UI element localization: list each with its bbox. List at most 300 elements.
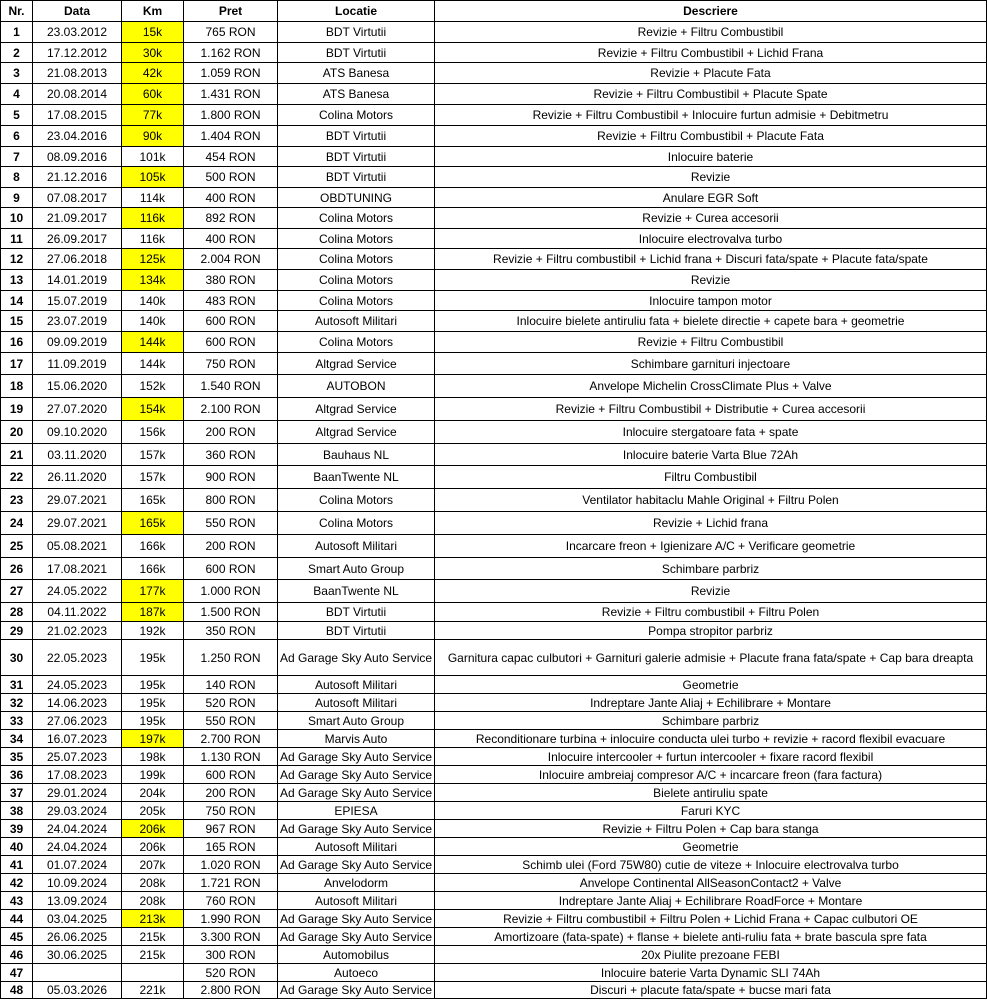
- row-description: Schimb ulei (Ford 75W80) cutie de viteze + Inlocuire electrovalva turbo: [435, 856, 987, 874]
- row-price: 2.100 RON: [184, 398, 278, 421]
- table-row: [1, 332, 987, 353]
- table-row: [1, 444, 987, 466]
- row-km: 198k: [122, 748, 184, 766]
- row-nr: 38: [1, 802, 33, 820]
- table-row: [1, 84, 987, 105]
- row-nr: 13: [1, 270, 33, 291]
- table-row: [1, 22, 987, 43]
- row-km: 221k: [122, 982, 184, 999]
- table-row: [1, 856, 987, 874]
- row-description: Revizie: [435, 580, 987, 603]
- row-km: 157k: [122, 466, 184, 489]
- row-date: 27.07.2020: [33, 398, 122, 421]
- row-description: Revizie + Filtru Combustibil + Placute Spate: [435, 84, 987, 105]
- row-km: 208k: [122, 892, 184, 910]
- row-date: 24.05.2023: [33, 676, 122, 694]
- row-price: 3.300 RON: [184, 928, 278, 946]
- header-price: Pret: [184, 1, 278, 22]
- row-nr: 11: [1, 229, 33, 249]
- row-price: 200 RON: [184, 421, 278, 444]
- row-description: Revizie + Filtru combustibil + Filtru Polen: [435, 603, 987, 622]
- row-date: 03.04.2025: [33, 910, 122, 928]
- table-row: [1, 126, 987, 147]
- row-km: 30k: [122, 43, 184, 63]
- row-description: Faruri KYC: [435, 802, 987, 820]
- row-km: 125k: [122, 249, 184, 270]
- row-nr: 10: [1, 208, 33, 229]
- row-km: 192k: [122, 622, 184, 640]
- row-date: 27.06.2023: [33, 712, 122, 730]
- table-row: [1, 229, 987, 249]
- row-description: Anvelope Michelin CrossClimate Plus + Valve: [435, 375, 987, 398]
- row-nr: 14: [1, 291, 33, 311]
- row-price: 380 RON: [184, 270, 278, 291]
- row-location: Ad Garage Sky Auto Service: [278, 784, 435, 802]
- row-nr: 19: [1, 398, 33, 421]
- row-km: 144k: [122, 353, 184, 375]
- row-description: Inlocuire intercooler + furtun intercooler + fixare racord flexibil: [435, 748, 987, 766]
- row-price: 1.990 RON: [184, 910, 278, 928]
- row-date: 17.08.2023: [33, 766, 122, 784]
- row-description: Incarcare freon + Igienizare A/C + Verificare geometrie: [435, 535, 987, 558]
- row-location: Altgrad Service: [278, 398, 435, 421]
- row-description: Schimbare parbriz: [435, 712, 987, 730]
- row-nr: 45: [1, 928, 33, 946]
- row-nr: 9: [1, 188, 33, 208]
- row-km: 157k: [122, 444, 184, 466]
- row-location: Ad Garage Sky Auto Service: [278, 766, 435, 784]
- table-row: [1, 928, 987, 946]
- row-price: 300 RON: [184, 946, 278, 964]
- row-km: 42k: [122, 63, 184, 84]
- row-description: Geometrie: [435, 676, 987, 694]
- row-nr: 1: [1, 22, 33, 43]
- row-price: 140 RON: [184, 676, 278, 694]
- row-price: 1.020 RON: [184, 856, 278, 874]
- row-price: 360 RON: [184, 444, 278, 466]
- row-description: Revizie + Filtru Polen + Cap bara stanga: [435, 820, 987, 838]
- row-description: Inlocuire stergatoare fata + spate: [435, 421, 987, 444]
- row-location: Smart Auto Group: [278, 712, 435, 730]
- row-nr: 34: [1, 730, 33, 748]
- row-description: Revizie + Filtru Combustibil + Inlocuire furtun admisie + Debitmetru: [435, 105, 987, 126]
- table-row: [1, 147, 987, 167]
- row-price: 483 RON: [184, 291, 278, 311]
- row-km: 90k: [122, 126, 184, 147]
- row-price: 1.721 RON: [184, 874, 278, 892]
- row-price: 454 RON: [184, 147, 278, 167]
- row-nr: 44: [1, 910, 33, 928]
- row-description: Schimbare parbriz: [435, 558, 987, 580]
- row-description: Inlocuire baterie Varta Dynamic SLI 74Ah: [435, 964, 987, 982]
- table-row: [1, 946, 987, 964]
- row-location: Autosoft Militari: [278, 694, 435, 712]
- row-nr: 35: [1, 748, 33, 766]
- row-nr: 7: [1, 147, 33, 167]
- row-location: Ad Garage Sky Auto Service: [278, 928, 435, 946]
- row-description: Revizie + Placute Fata: [435, 63, 987, 84]
- row-location: Colina Motors: [278, 208, 435, 229]
- row-location: Colina Motors: [278, 512, 435, 535]
- row-location: BaanTwente NL: [278, 580, 435, 603]
- row-date: 29.03.2024: [33, 802, 122, 820]
- row-nr: 40: [1, 838, 33, 856]
- row-description: 20x Piulite prezoane FEBI: [435, 946, 987, 964]
- row-description: Revizie + Filtru combustibil + Lichid frana + Discuri fata/spate + Placute fata/spate: [435, 249, 987, 270]
- table-row: [1, 730, 987, 748]
- row-price: 765 RON: [184, 22, 278, 43]
- row-nr: 15: [1, 311, 33, 332]
- table-row: [1, 167, 987, 188]
- header-km: Km: [122, 1, 184, 22]
- row-km: 205k: [122, 802, 184, 820]
- table-row: [1, 188, 987, 208]
- row-description: Inlocuire ambreiaj compresor A/C + incarcare freon (fara factura): [435, 766, 987, 784]
- row-km: 166k: [122, 558, 184, 580]
- row-nr: 5: [1, 105, 33, 126]
- row-date: 20.08.2014: [33, 84, 122, 105]
- table-row: [1, 820, 987, 838]
- table-row: [1, 489, 987, 512]
- row-price: 600 RON: [184, 766, 278, 784]
- table-row: [1, 43, 987, 63]
- table-row: [1, 291, 987, 311]
- table-row: [1, 105, 987, 126]
- row-date: 17.08.2021: [33, 558, 122, 580]
- row-km: 15k: [122, 22, 184, 43]
- row-price: 2.700 RON: [184, 730, 278, 748]
- table-row: [1, 802, 987, 820]
- row-date: 21.09.2017: [33, 208, 122, 229]
- table-row: [1, 398, 987, 421]
- row-date: 05.08.2021: [33, 535, 122, 558]
- table-row: [1, 311, 987, 332]
- row-location: Ad Garage Sky Auto Service: [278, 748, 435, 766]
- row-nr: 36: [1, 766, 33, 784]
- row-nr: 46: [1, 946, 33, 964]
- row-km: 177k: [122, 580, 184, 603]
- row-price: 1.250 RON: [184, 640, 278, 676]
- row-nr: 39: [1, 820, 33, 838]
- row-price: 500 RON: [184, 167, 278, 188]
- row-location: Altgrad Service: [278, 353, 435, 375]
- row-km: 197k: [122, 730, 184, 748]
- row-description: Bielete antiruliu spate: [435, 784, 987, 802]
- row-km: 105k: [122, 167, 184, 188]
- table-row: [1, 892, 987, 910]
- row-nr: 2: [1, 43, 33, 63]
- row-price: 1.059 RON: [184, 63, 278, 84]
- table-row: [1, 874, 987, 892]
- row-km: 154k: [122, 398, 184, 421]
- row-nr: 21: [1, 444, 33, 466]
- row-location: Autosoft Militari: [278, 535, 435, 558]
- row-km: 140k: [122, 291, 184, 311]
- row-location: BDT Virtutii: [278, 167, 435, 188]
- row-km: 207k: [122, 856, 184, 874]
- row-description: Discuri + placute fata/spate + bucse mari fata: [435, 982, 987, 999]
- row-location: Altgrad Service: [278, 421, 435, 444]
- row-location: BaanTwente NL: [278, 466, 435, 489]
- row-description: Indreptare Jante Aliaj + Echilibrare RoadForce + Montare: [435, 892, 987, 910]
- row-location: Colina Motors: [278, 332, 435, 353]
- row-price: 892 RON: [184, 208, 278, 229]
- row-description: Geometrie: [435, 838, 987, 856]
- row-km: 101k: [122, 147, 184, 167]
- table-body: [1, 22, 987, 999]
- header-location: Locatie: [278, 1, 435, 22]
- row-date: 14.01.2019: [33, 270, 122, 291]
- row-date: 23.04.2016: [33, 126, 122, 147]
- row-date: 21.08.2013: [33, 63, 122, 84]
- row-nr: 16: [1, 332, 33, 353]
- row-location: Ad Garage Sky Auto Service: [278, 640, 435, 676]
- row-nr: 47: [1, 964, 33, 982]
- row-description: Ventilator habitaclu Mahle Original + Filtru Polen: [435, 489, 987, 512]
- row-km: 195k: [122, 676, 184, 694]
- row-location: Ad Garage Sky Auto Service: [278, 982, 435, 999]
- row-nr: 48: [1, 982, 33, 999]
- row-km: 140k: [122, 311, 184, 332]
- header-date: Data: [33, 1, 122, 22]
- row-location: Autosoft Militari: [278, 892, 435, 910]
- table-row: [1, 421, 987, 444]
- table-row: [1, 694, 987, 712]
- row-nr: 42: [1, 874, 33, 892]
- row-price: 2.800 RON: [184, 982, 278, 999]
- table-row: [1, 270, 987, 291]
- row-description: Revizie + Filtru Combustibil: [435, 332, 987, 353]
- row-price: 1.500 RON: [184, 603, 278, 622]
- row-description: Anulare EGR Soft: [435, 188, 987, 208]
- row-price: 200 RON: [184, 535, 278, 558]
- row-date: 15.07.2019: [33, 291, 122, 311]
- row-km: 215k: [122, 946, 184, 964]
- row-nr: 20: [1, 421, 33, 444]
- row-price: 400 RON: [184, 229, 278, 249]
- row-km: 116k: [122, 208, 184, 229]
- row-km: 208k: [122, 874, 184, 892]
- row-nr: 30: [1, 640, 33, 676]
- row-price: 200 RON: [184, 784, 278, 802]
- table-row: [1, 748, 987, 766]
- row-km: 165k: [122, 512, 184, 535]
- row-description: Revizie: [435, 270, 987, 291]
- row-price: 1.130 RON: [184, 748, 278, 766]
- row-location: Ad Garage Sky Auto Service: [278, 856, 435, 874]
- table-row: [1, 603, 987, 622]
- row-location: BDT Virtutii: [278, 126, 435, 147]
- row-nr: 28: [1, 603, 33, 622]
- row-location: Ad Garage Sky Auto Service: [278, 820, 435, 838]
- row-date: 09.09.2019: [33, 332, 122, 353]
- table-row: [1, 784, 987, 802]
- row-location: BDT Virtutii: [278, 603, 435, 622]
- header-row: [1, 1, 987, 22]
- row-location: ATS Banesa: [278, 84, 435, 105]
- row-location: BDT Virtutii: [278, 622, 435, 640]
- row-location: Autosoft Militari: [278, 311, 435, 332]
- row-nr: 22: [1, 466, 33, 489]
- row-price: 967 RON: [184, 820, 278, 838]
- row-date: 13.09.2024: [33, 892, 122, 910]
- row-km: 144k: [122, 332, 184, 353]
- row-km: 134k: [122, 270, 184, 291]
- table-row: [1, 580, 987, 603]
- header-nr: Nr.: [1, 1, 33, 22]
- row-price: 1.404 RON: [184, 126, 278, 147]
- table-row: [1, 535, 987, 558]
- row-km: 213k: [122, 910, 184, 928]
- row-price: 350 RON: [184, 622, 278, 640]
- row-date: 14.06.2023: [33, 694, 122, 712]
- row-price: 750 RON: [184, 353, 278, 375]
- row-date: 17.12.2012: [33, 43, 122, 63]
- row-km: 206k: [122, 838, 184, 856]
- row-location: Colina Motors: [278, 105, 435, 126]
- row-description: Revizie + Filtru Combustibil + Lichid Frana: [435, 43, 987, 63]
- row-nr: 33: [1, 712, 33, 730]
- table-row: [1, 640, 987, 676]
- row-date: 08.09.2016: [33, 147, 122, 167]
- row-price: 800 RON: [184, 489, 278, 512]
- row-description: Indreptare Jante Aliaj + Echilibrare + Montare: [435, 694, 987, 712]
- row-nr: 27: [1, 580, 33, 603]
- row-date: 29.07.2021: [33, 489, 122, 512]
- row-price: 1.431 RON: [184, 84, 278, 105]
- table-row: [1, 63, 987, 84]
- row-nr: 41: [1, 856, 33, 874]
- row-nr: 43: [1, 892, 33, 910]
- row-location: Colina Motors: [278, 229, 435, 249]
- row-description: Amortizoare (fata-spate) + flanse + bielete anti-ruliu fata + brate bascula spre fata: [435, 928, 987, 946]
- row-date: 24.04.2024: [33, 838, 122, 856]
- row-price: 750 RON: [184, 802, 278, 820]
- row-date: 29.07.2021: [33, 512, 122, 535]
- row-location: Marvis Auto: [278, 730, 435, 748]
- row-km: 165k: [122, 489, 184, 512]
- row-price: 1.800 RON: [184, 105, 278, 126]
- row-description: Inlocuire baterie Varta Blue 72Ah: [435, 444, 987, 466]
- row-km: [122, 964, 184, 982]
- row-location: Autoeco: [278, 964, 435, 982]
- row-km: 152k: [122, 375, 184, 398]
- row-km: 77k: [122, 105, 184, 126]
- row-km: 114k: [122, 188, 184, 208]
- row-date: 30.06.2025: [33, 946, 122, 964]
- row-location: EPIESA: [278, 802, 435, 820]
- row-date: 03.11.2020: [33, 444, 122, 466]
- row-date: 26.11.2020: [33, 466, 122, 489]
- row-location: ATS Banesa: [278, 63, 435, 84]
- row-location: BDT Virtutii: [278, 147, 435, 167]
- row-description: Pompa stropitor parbriz: [435, 622, 987, 640]
- row-km: 215k: [122, 928, 184, 946]
- row-nr: 3: [1, 63, 33, 84]
- row-date: 09.10.2020: [33, 421, 122, 444]
- row-description: Inlocuire tampon motor: [435, 291, 987, 311]
- row-date: 11.09.2019: [33, 353, 122, 375]
- table-row: [1, 982, 987, 999]
- row-km: 187k: [122, 603, 184, 622]
- row-location: AUTOBON: [278, 375, 435, 398]
- row-km: 195k: [122, 712, 184, 730]
- table-row: [1, 208, 987, 229]
- row-location: Smart Auto Group: [278, 558, 435, 580]
- row-description: Inlocuire electrovalva turbo: [435, 229, 987, 249]
- row-km: 204k: [122, 784, 184, 802]
- table-row: [1, 766, 987, 784]
- row-nr: 23: [1, 489, 33, 512]
- row-date: 23.03.2012: [33, 22, 122, 43]
- row-date: 29.01.2024: [33, 784, 122, 802]
- row-nr: 24: [1, 512, 33, 535]
- row-date: 25.07.2023: [33, 748, 122, 766]
- row-description: Revizie: [435, 167, 987, 188]
- row-nr: 8: [1, 167, 33, 188]
- row-location: Automobilus: [278, 946, 435, 964]
- row-date: 21.02.2023: [33, 622, 122, 640]
- table-row: [1, 712, 987, 730]
- table-row: [1, 375, 987, 398]
- row-nr: 6: [1, 126, 33, 147]
- header-description: Descriere: [435, 1, 987, 22]
- table-row: [1, 558, 987, 580]
- table-row: [1, 910, 987, 928]
- row-description: Revizie + Filtru combustibil + Filtru Polen + Lichid Frana + Capac culbutori OE: [435, 910, 987, 928]
- row-description: Anvelope Continental AllSeasonContact2 + Valve: [435, 874, 987, 892]
- table-row: [1, 838, 987, 856]
- row-description: Revizie + Filtru Combustibil: [435, 22, 987, 43]
- row-price: 900 RON: [184, 466, 278, 489]
- row-nr: 32: [1, 694, 33, 712]
- table-row: [1, 466, 987, 489]
- row-location: Colina Motors: [278, 249, 435, 270]
- row-date: 26.06.2025: [33, 928, 122, 946]
- row-description: Revizie + Curea accesorii: [435, 208, 987, 229]
- row-nr: 31: [1, 676, 33, 694]
- row-description: Reconditionare turbina + inlocuire conducta ulei turbo + revizie + racord flexibil evacuare: [435, 730, 987, 748]
- row-date: 05.03.2026: [33, 982, 122, 999]
- row-location: Bauhaus NL: [278, 444, 435, 466]
- table-row: [1, 249, 987, 270]
- row-price: 520 RON: [184, 694, 278, 712]
- row-location: Ad Garage Sky Auto Service: [278, 910, 435, 928]
- row-date: 15.06.2020: [33, 375, 122, 398]
- row-km: 206k: [122, 820, 184, 838]
- row-date: 17.08.2015: [33, 105, 122, 126]
- row-location: Anvelodorm: [278, 874, 435, 892]
- row-location: BDT Virtutii: [278, 43, 435, 63]
- row-nr: 12: [1, 249, 33, 270]
- row-location: BDT Virtutii: [278, 22, 435, 43]
- row-date: 01.07.2024: [33, 856, 122, 874]
- row-price: 600 RON: [184, 332, 278, 353]
- table-row: [1, 353, 987, 375]
- row-location: Colina Motors: [278, 291, 435, 311]
- row-location: Autosoft Militari: [278, 838, 435, 856]
- row-date: [33, 964, 122, 982]
- row-location: Autosoft Militari: [278, 676, 435, 694]
- row-date: 22.05.2023: [33, 640, 122, 676]
- row-price: 1.162 RON: [184, 43, 278, 63]
- row-price: 2.004 RON: [184, 249, 278, 270]
- row-date: 23.07.2019: [33, 311, 122, 332]
- row-description: Garnitura capac culbutori + Garnituri galerie admisie + Placute frana fata/spate + Cap bara dreapta: [435, 640, 987, 676]
- row-km: 195k: [122, 640, 184, 676]
- row-description: Filtru Combustibil: [435, 466, 987, 489]
- row-price: 760 RON: [184, 892, 278, 910]
